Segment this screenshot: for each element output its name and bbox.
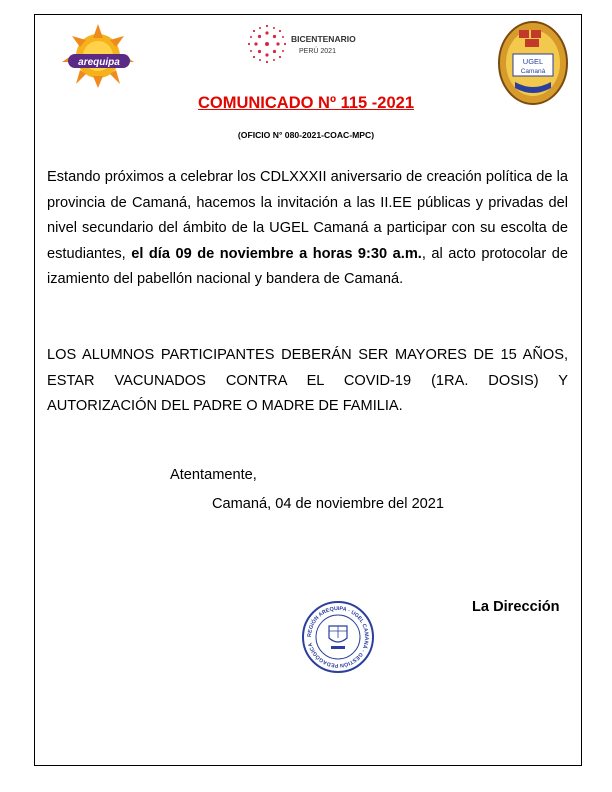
event-date-time: el día 09 de noviembre a horas 9:30 a.m.: [131, 245, 422, 262]
line-text: , al acto protocolar de: [421, 245, 569, 262]
paragraph-line: provincia de Camaná, hacemos la invitación a las II.EE públicas y privadas del: [47, 194, 568, 211]
paragraph-line: ESTAR VACUNADOS CONTRA EL COVID-19 (1RA. DOSIS) Y: [47, 372, 568, 389]
ugel-logo-text-1: UGEL: [522, 57, 544, 66]
paragraph-line: nivel secundario del ámbito de la UGEL Camaná a participar con su escolta de: [47, 220, 568, 237]
seal-ring-text: REGIÓN AREQUIPA · UGEL CAMANÁ · GESTIÓN PEDAGÓGICA: [306, 605, 370, 669]
place-and-date: Camaná, 04 de noviembre del 2021: [212, 496, 445, 512]
paragraph-requirements: [47, 343, 568, 420]
bicentenario-line2: PERÚ 2021: [299, 48, 336, 55]
peru-coat-of-arms-icon: [329, 626, 347, 649]
signature-la-direccion: La Dirección: [472, 599, 560, 615]
paragraph-line: Estando próximos a celebrar los CDLXXXII aniversario de creación política de la: [47, 169, 568, 185]
bicentenario-emblem-icon: [248, 25, 286, 63]
paragraph-invitation: [47, 165, 568, 293]
arequipa-logo: [58, 22, 138, 90]
paragraph-line: izamiento del pabellón nacional y bandera de Camaná.: [47, 271, 404, 288]
bicentenario-logo: [247, 24, 377, 64]
document-title: COMUNICADO Nº 115 -2021: [197, 94, 414, 112]
line-text: estudiantes,: [47, 245, 132, 262]
paragraph-line: AUTORIZACIÓN DEL PADRE O MADRE DE FAMILIA.: [47, 398, 403, 415]
bicentenario-line1: BICENTENARIO: [291, 34, 356, 44]
paragraph-line-with-date: [47, 242, 568, 268]
official-seal-stamp: [301, 600, 375, 674]
paragraph-line: LOS ALUMNOS PARTICIPANTES DEBERÁN SER MAYORES DE 15 AÑOS,: [47, 347, 568, 363]
closing-salutation: Atentamente,: [170, 467, 257, 483]
arequipa-logo-text: arequipa: [78, 57, 120, 68]
document-subtitle: (OFICIO N° 080-2021-COAC-MPC): [237, 130, 375, 140]
ugel-logo-text-2: Camaná: [520, 68, 546, 75]
